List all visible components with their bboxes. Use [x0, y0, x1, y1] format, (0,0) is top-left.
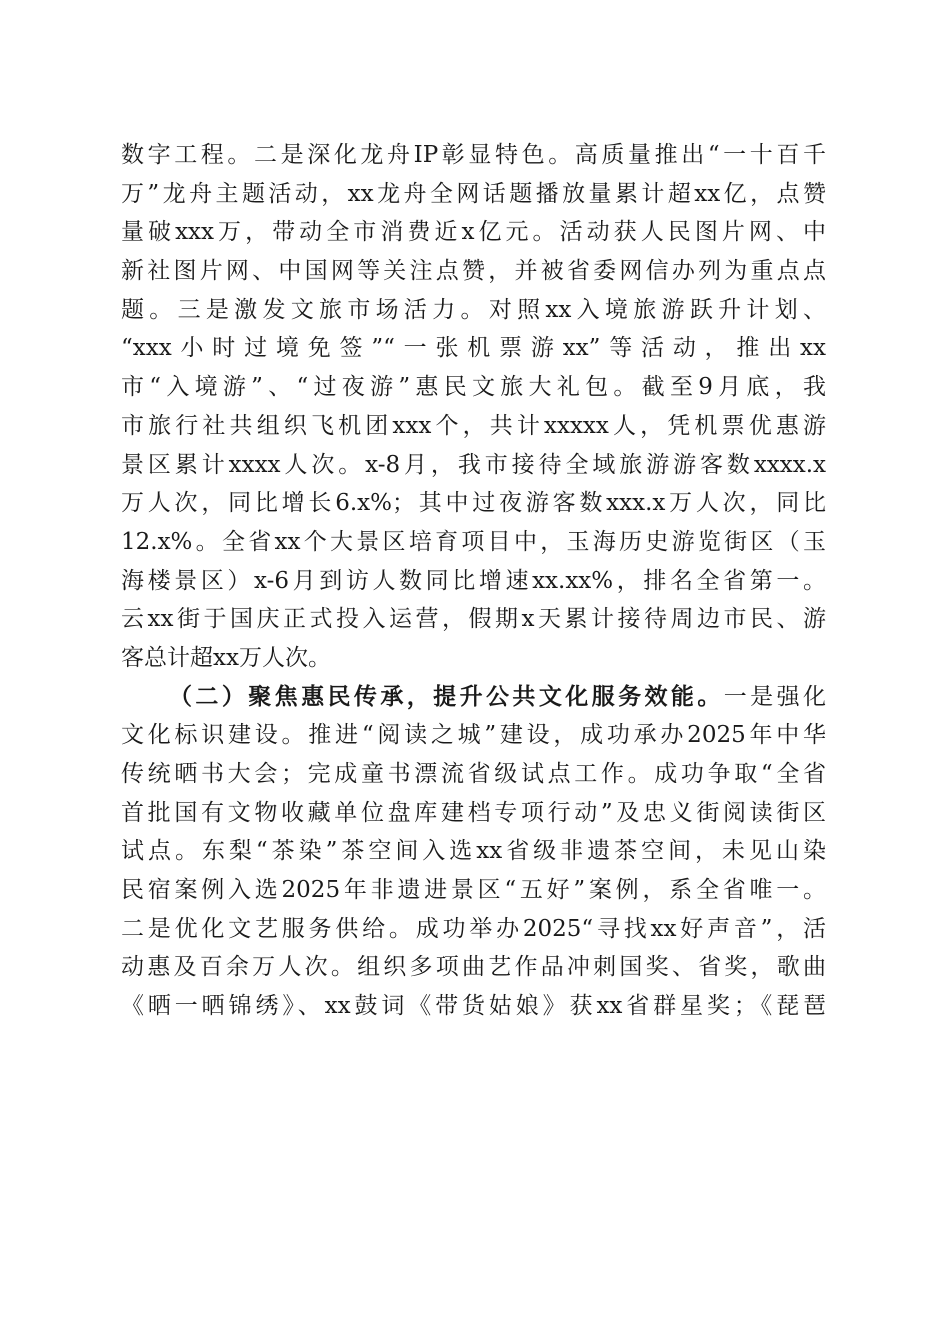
- text-line: 民宿案例入选2025年非遗进景区“五好”案例，系全省唯一。: [121, 877, 826, 904]
- text-line: 新社图片网、中国网等关注点赞，并被省委网信办列为重点点: [121, 258, 826, 285]
- text-line: 市“入境游”、“过夜游”惠民文旅大礼包。截至9月底，我: [121, 374, 826, 401]
- text-line: 景区累计xxxx人次。x-8月，我市接待全域旅游游客数xxxx.x: [121, 451, 826, 478]
- text-line: 传统晒书大会；完成童书漂流省级试点工作。成功争取“全省: [121, 761, 826, 787]
- text-line: 数字工程。二是深化龙舟IP彰显特色。高质量推出“一十百千: [121, 142, 826, 168]
- text-line: 万人次，同比增长6.x%；其中过夜游客数xxx.x万人次，同比: [121, 490, 826, 517]
- text-line: 首批国有文物收藏单位盘库建档专项行动”及忠义街阅读街区: [121, 799, 826, 826]
- text-line: 试点。东梨“茶染”茶空间入选xx省级非遗茶空间，未见山染: [121, 838, 826, 865]
- text-line: 动惠及百余万人次。组织多项曲艺作品冲刺国奖、省奖，歌曲: [121, 954, 826, 981]
- body-text: [121, 136, 826, 1026]
- text-line: 《晒一晒锦绣》、xx鼓词《带货姑娘》获xx省群星奖；《琵琶: [121, 993, 826, 1020]
- text-line: 云xx街于国庆正式投入运营，假期x天累计接待周边市民、游: [121, 606, 826, 633]
- text-line: 万”龙舟主题活动，xx龙舟全网话题播放量累计超xx亿，点赞: [121, 180, 826, 207]
- text-line: 文化标识建设。推进“阅读之城”建设，成功承办2025年中华: [121, 722, 826, 749]
- text-line: 海楼景区）x-6月到访人数同比增速xx.xx%，排名全省第一。: [121, 567, 826, 594]
- text-line: 12.x%。全省xx个大景区培育项目中，玉海历史游览街区（玉: [121, 528, 826, 555]
- text-line: “xxx小时过境免签”“一张机票游xx”等活动，推出xx: [121, 335, 826, 362]
- section-heading: （二）聚焦惠民传承，提升公共文化服务效能。: [169, 682, 724, 710]
- text-line: 客总计超xx万人次。: [121, 644, 331, 671]
- text-line: 题。三是激发文旅市场活力。对照xx入境旅游跃升计划、: [121, 296, 826, 323]
- text-line: 量破xxx万，带动全市消费近x亿元。活动获人民图片网、中: [121, 219, 826, 246]
- section-heading-tail: 一是强化: [723, 683, 826, 710]
- text-line: 二是优化文艺服务供给。成功举办2025“寻找xx好声音”，活: [121, 915, 826, 942]
- section-heading-line: [121, 678, 826, 717]
- text-line: 市旅行社共组织飞机团xxx个，共计xxxxx人，凭机票优惠游: [121, 412, 826, 439]
